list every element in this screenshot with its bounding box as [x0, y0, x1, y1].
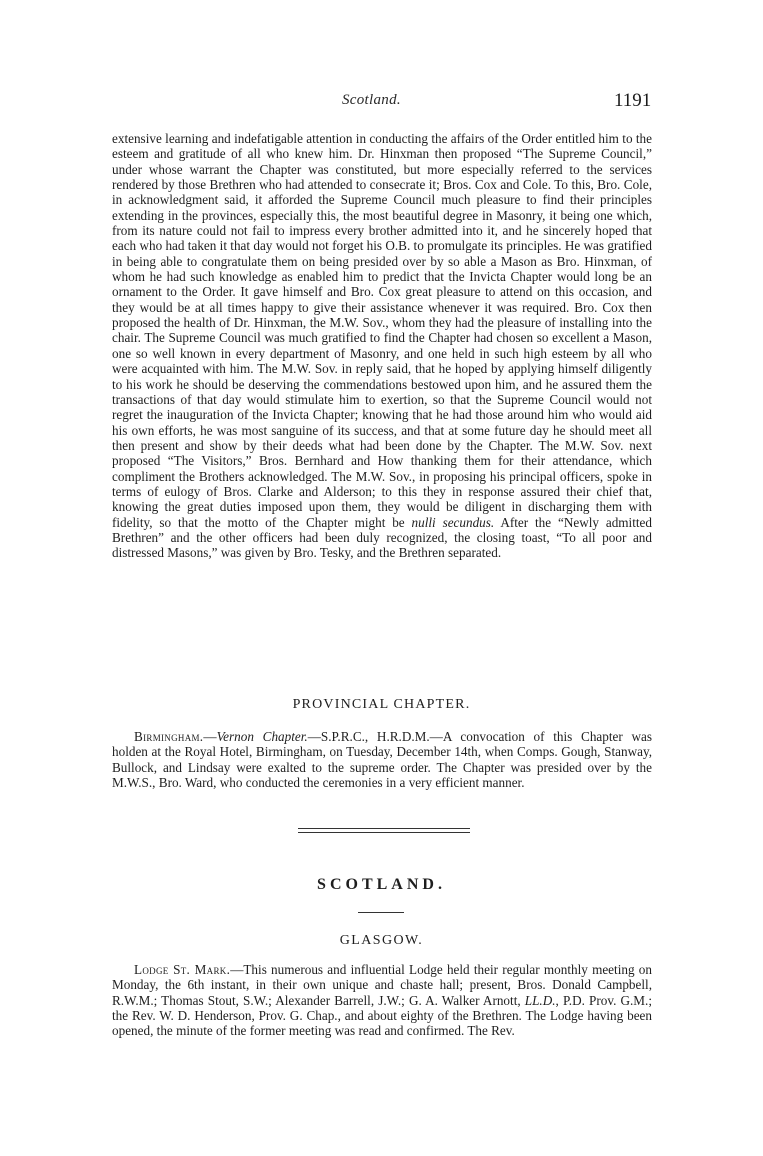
glasgow-text-1: —This numerous and influential Lodge held their regular monthly meeting on Monday, the 6th instant, in their own unique and chaste hall; present, Bros. Donald Campbell, R.W.M.; Thomas Stout, S.W.; Alexander Barrell, J.W.; G. A. Walker Arnott,	[112, 962, 652, 1008]
degree-abbrev: LL.D.	[524, 992, 556, 1008]
scotland-heading: SCOTLAND.	[317, 876, 446, 893]
continued-article-block	[112, 131, 652, 561]
chapter-name: Vernon Chapter.	[216, 729, 308, 744]
provincial-chapter-block	[112, 729, 652, 790]
divider-line-bottom	[298, 832, 470, 833]
continued-paragraph	[112, 131, 652, 561]
provincial-chapter-heading: PROVINCIAL CHAPTER.	[292, 697, 471, 712]
page-number: 1191	[614, 90, 652, 111]
continued-paragraph-end: After the “Newly admitted Brethren” and the other officers had been duly recognized, the closing toast, “To all poor and distressed Masons,” was given by Bro. Tesky, and the Brethren separated.	[112, 514, 652, 561]
short-rule	[358, 912, 404, 913]
running-head	[0, 92, 763, 116]
provincial-chapter-paragraph	[112, 729, 652, 790]
glasgow-text-2: , P.D. Prov. G.M.; the Rev. W. D. Henderson, Prov. G. Chap., and about eighty of the Brethren. The Lodge having been opened, the minute of the former meeting was read and confirmed. The Rev.	[112, 992, 652, 1039]
place-name: Birmingham.	[134, 729, 204, 744]
glasgow-paragraph	[112, 962, 652, 1039]
glasgow-block	[112, 962, 652, 1039]
lodge-name: Lodge St. Mark.	[134, 962, 231, 977]
continued-paragraph-text: extensive learning and indefatigable attention in conducting the affairs of the Order entitled him to the esteem and gratitude of all who knew him. Dr. Hinxman then proposed “The Supreme Council,” under whose warrant the Chapter was constituted, but more especially referred to the services rendered by those Brethren who had attended to consecrate it; Bros. Cox and Cole. To this, Bro. Cole, in acknowledgment said, it afforded the Supreme Council much pleasure to find their principles extending in the provinces, especially this, the most beautiful degree in Masonry, it being one which, from its nature could not fail to impress every brother admitted into it, and he sincerely hoped that each who had taken it that day would not forget his O.B. to promulgate its principles. He was gratified in being able to congratulate them on being presided over by so able a Mason as Bro. Hinxman, of whom he had such knowledge as enabled him to predict that the Invicta Chapter would long be an ornament to the Order. It gave himself and Bro. Cox great pleasure to attend on this occasion, and they would be at all times happy to give their assistance whenever it was required. Bro. Cox then proposed the health of Dr. Hinxman, the M.W. Sov., whom they had the pleasure of installing into the chair. The Supreme Council was much gratified to find the Chapter had chosen so excellent a Mason, one so well known in every department of Masonry, and one held in such high esteem by all who were acquainted with him. The M.W. Sov. in reply said, that he hoped by applying himself diligently to his work he should be deserving the commendations bestowed upon him, and he assured them the transactions of that day would stimulate him to exertion, so that the Supreme Council would not regret the inauguration of the Invicta Chapter; knowing that he had those around him who would aid his own efforts, he was most sanguine of its success, and that at some future day he should meet all then present and show by their deeds what had been done by the Chapter. The M.W. Sov. next proposed “The Visitors,” Bros. Bernhard and How thanking them for their attendance, which compliment the Brothers acknowledged. The M.W. Sov., in proposing his principal officers, spoke in terms of eulogy of Bros. Clarke and Alderson; to this they in response assured their chief that, knowing the great duties imposed upon them, they would be diligent in discharging them with fidelity, so that the motto of the Chapter might be	[112, 131, 652, 530]
provincial-text: —S.P.R.C., H.R.D.M.—A convocation of this Chapter was holden at the Royal Hotel, Birmingham, on Tuesday, December 14th, when Comps. Gough, Stanway, Bullock, and Lindsay were exalted to the supreme order. The Chapter was presided over by the M.W.S., Bro. Ward, who conducted the ceremonies in a very efficient manner.	[112, 729, 652, 791]
section-divider	[298, 828, 470, 836]
divider-line-top	[298, 828, 470, 829]
running-title: Scotland.	[342, 92, 401, 108]
motto-text: nulli secundus.	[411, 514, 495, 530]
glasgow-subheading: GLASGOW.	[339, 933, 424, 948]
dash: —	[203, 729, 217, 744]
